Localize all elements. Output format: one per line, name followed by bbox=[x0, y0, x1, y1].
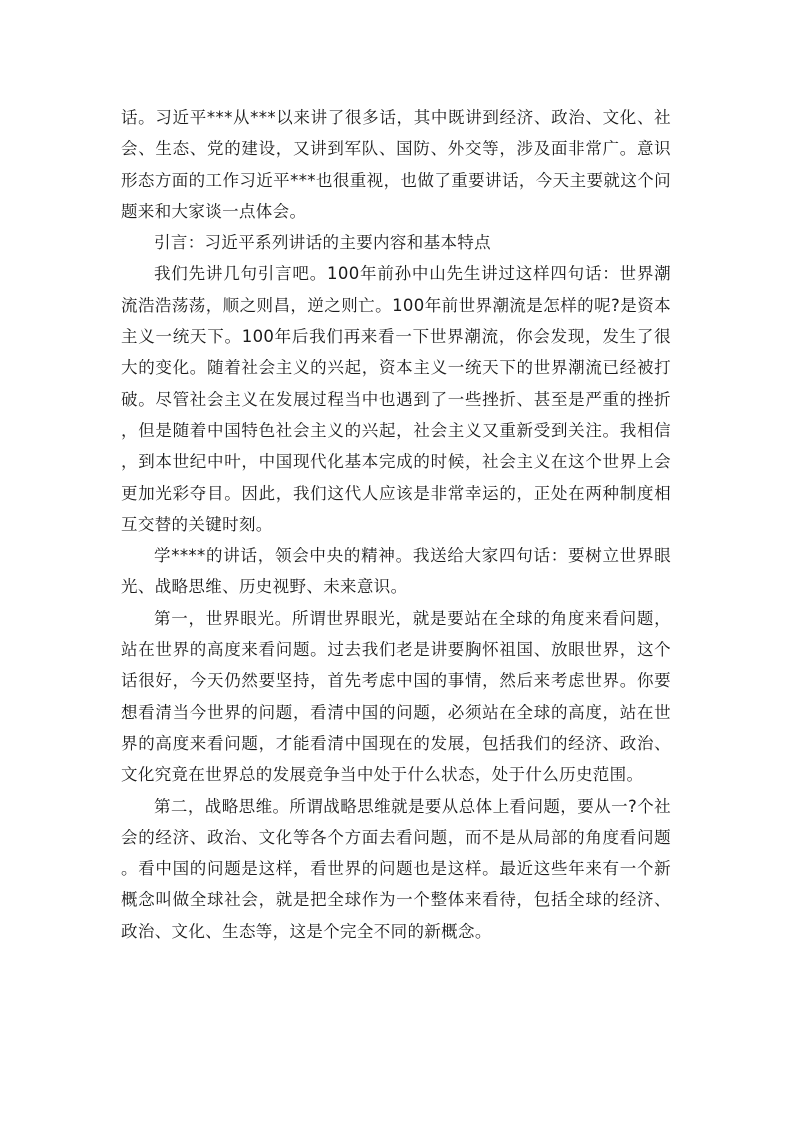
section-heading-introduction: 引言：习近平系列讲话的主要内容和基本特点 bbox=[154, 233, 491, 253]
paragraph-world-vision: 第一，世界眼光。所谓世界眼光，就是要站在全球的角度来看问题，站在世界的高度来看问题。过去我们老是讲要胸怀祖国、放眼世界，这个话很好，今天仍然要坚持，首先考虑中国的事情，然后来考虑世界。你要想看清当今世界的问题，看清中国的问题，必须站在全球的高度，站在世界的高度来看问题，才能看清中国现在的发展，包括我们的经济、政治、文化究竟在世界总的发展竞争当中处于什么状态，处于什么历史范围。 bbox=[121, 608, 671, 785]
paragraph-introduction: 我们先讲几句引言吧。100年前孙中山先生讲过这样四句话：世界潮流浩浩荡荡，顺之则昌，逆之则亡。100年前世界潮流是怎样的呢?是资本主义一统天下。100年后我们再来看一下世界潮流，你会发现，发生了很大的变化。随着社会主义的兴起，资本主义一统天下的世界潮流已经被打破。尽管社会主义在发展过程当中也遇到了一些挫折、甚至是严重的挫折，但是随着中国特色社会主义的兴起，社会主义又重新受到关注。我相信，到本世纪中叶，中国现代化基本完成的时候，社会主义在这个世界上会更加光彩夺目。因此，我们这代人应该是非常幸运的，正处在两种制度相互交替的关键时刻。 bbox=[121, 264, 671, 534]
paragraph-strategic-thinking: 第二，战略思维。所谓战略思维就是要从总体上看问题，要从一?个社会的经济、政治、文化等各个方面去看问题，而不是从局部的角度看问题。看中国的问题是这样，看世界的问题也是这样。最近这些年来有一个新概念叫做全球社会，就是把全球作为一个整体来看待，包括全球的经济、政治、文化、生态等，这是个完全不同的新概念。 bbox=[121, 796, 671, 941]
document-body bbox=[121, 102, 671, 947]
paragraph-four-points: 学****的讲话，领会中央的精神。我送给大家四句话：要树立世界眼光、战略思维、历史视野、未来意识。 bbox=[121, 546, 671, 597]
paragraph-opening: 话。习近平***从***以来讲了很多话，其中既讲到经济、政治、文化、社会、生态、党的建设，又讲到军队、国防、外交等，涉及面非常广。意识形态方面的工作习近平***也很重视，也做了重要讲话，今天主要就这个问题来和大家谈一点体会。 bbox=[121, 108, 671, 221]
